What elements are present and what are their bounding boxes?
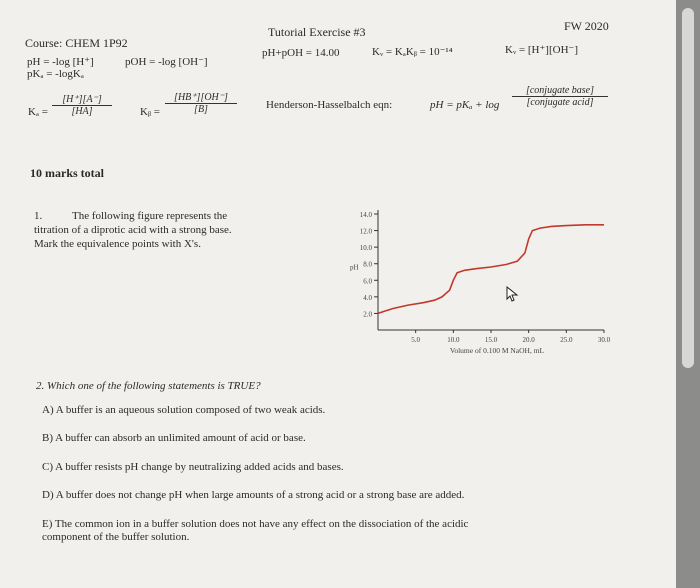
x-tick-label: 10.0 (447, 336, 460, 344)
vertical-scrollbar[interactable] (676, 0, 700, 588)
x-tick-label: 15.0 (484, 336, 498, 344)
q2-option-e-continued: component of the buffer solution. (42, 531, 190, 543)
ka-fraction (52, 94, 112, 117)
kb-fraction (165, 92, 237, 115)
kb-numerator: [HB⁺][OH⁻] (165, 92, 237, 104)
marks-total: 10 marks total (30, 166, 104, 180)
hh-fraction (512, 85, 608, 108)
q2-option-b: B) A buffer can absorb an unlimited amount of acid or base. (42, 432, 306, 444)
q2-prompt: 2. Which one of the following statements is TRUE? (36, 380, 261, 392)
q1-line3: Mark the equivalence points with X's. (34, 238, 201, 250)
q2-option-a: A) A buffer is an aqueous solution composed of two weak acids. (42, 404, 326, 416)
kw-ka-kb-relation: Kᵥ = KₐKᵦ = 10⁻¹⁴ (372, 46, 453, 58)
y-axis-label: pH (350, 263, 359, 272)
x-tick-label: 5.0 (411, 336, 421, 344)
scrollbar-thumb[interactable] (682, 8, 694, 368)
x-tick-label: 25.0 (560, 336, 573, 344)
titration-chart (330, 200, 630, 370)
y-tick-label: 14.0 (359, 211, 372, 219)
x-axis-label: Volume of 0.100 M NaOH, mL (449, 346, 545, 355)
q1-line2: titration of a diprotic acid with a strong base. (34, 224, 232, 236)
y-tick-label: 6.0 (363, 277, 372, 286)
q2-option-d: D) A buffer does not change pH when large amounts of a strong acid or a strong base are added. (42, 489, 465, 501)
ka-numerator: [H⁺][A⁻] (52, 94, 112, 106)
x-tick-label: 30.0 (597, 336, 611, 344)
tutorial-title: Tutorial Exercise #3 (268, 25, 366, 39)
hh-label: Henderson-Hasselbalch eqn: (266, 99, 393, 111)
y-tick-label: 10.0 (359, 244, 372, 253)
course-label: Course: CHEM 1P92 (25, 36, 128, 50)
kb-denominator: [B] (194, 104, 208, 115)
ph-poh-relation: pH+pOH = 14.00 (262, 47, 340, 59)
pka-definition: pKₐ = -logKₐ (27, 68, 84, 80)
y-tick-label: 4.0 (363, 293, 372, 302)
y-tick-label: 12.0 (359, 227, 372, 236)
titration-curve (378, 225, 604, 314)
hh-numerator: [conjugate base] (512, 85, 608, 97)
poh-definition: pOH = -log [OH⁻] (125, 56, 208, 68)
hh-denominator: [conjugate acid] (526, 97, 594, 108)
x-tick-label: 20.0 (522, 336, 535, 344)
cursor-icon (506, 286, 520, 302)
ph-definition: pH = -log [H⁺] (27, 56, 94, 68)
q2-option-c: C) A buffer resists pH change by neutralizing added acids and bases. (42, 461, 344, 473)
y-tick-label: 8.0 (363, 260, 372, 269)
hh-equation: pH = pKₐ + log (430, 99, 500, 111)
q1-number: 1. (34, 210, 43, 222)
y-tick-label: 2.0 (363, 310, 372, 319)
kw-definition: Kᵥ = [H⁺][OH⁻] (505, 44, 578, 56)
ka-denominator: [HA] (71, 106, 93, 117)
ka-label: Kₐ = (28, 106, 48, 118)
kb-label: Kᵦ = (140, 106, 161, 118)
q2-option-e: E) The common ion in a buffer solution does not have any effect on the dissociation of the acidic (42, 518, 469, 530)
term-label: FW 2020 (564, 19, 609, 33)
q1-line1: The following figure represents the (72, 210, 228, 222)
